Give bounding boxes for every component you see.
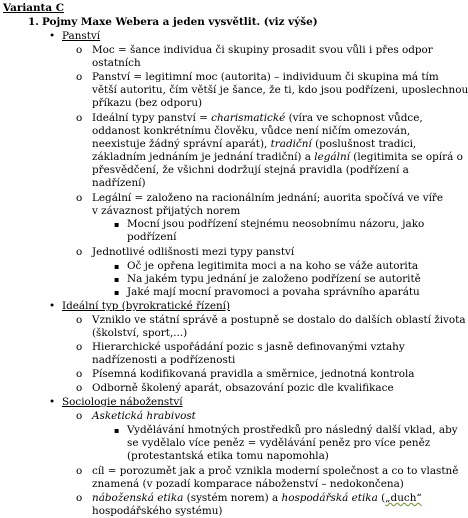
- types-line-5: přesvědčení, že všichni dodržují stejná pravidla (podřízení a: [92, 164, 409, 176]
- legal-sub-line-1: Mocní jsou podřízení stejnému neosobnímu názoru, jako: [127, 218, 425, 230]
- term-traditional: tradiční: [270, 138, 312, 150]
- ideal-item-3: Písemná kodifikovaná pravidla a směrnice, jednotná kontrola: [92, 368, 415, 380]
- document-title: Varianta C: [3, 2, 64, 14]
- bullet-l3: ▪: [114, 262, 120, 271]
- etika-line-2: hospodářského systému): [92, 505, 223, 517]
- diff-sub-3: Jaké mají mocní pravomoci a povaha správního aparátu: [127, 286, 420, 298]
- question-text: Pojmy Maxe Webera a jeden vysvětlit. (viz výše): [42, 16, 318, 28]
- bullet-l2: o: [76, 44, 83, 56]
- askeza-sub-line-2: se vydělalo více peněz = vydělávání peněz pro více peněz: [127, 437, 431, 449]
- moc-line-2: ostatních: [92, 57, 141, 69]
- section-panstvi: Panství: [62, 30, 101, 42]
- bullet-l2: o: [76, 382, 83, 394]
- bullet-l1: •: [49, 30, 56, 42]
- types-line-3: neexistuje žádný správní aparát), tradiční (poslušnost tradici,: [92, 138, 417, 150]
- bullet-l2: o: [76, 368, 83, 380]
- bullet-l2: o: [76, 246, 83, 258]
- types-line-1: Ideální typy panství = charismatické (víra ve schopnost vůdce,: [92, 112, 423, 124]
- question-number: 1.: [28, 16, 39, 28]
- bullet-l3: ▪: [114, 288, 120, 297]
- askeza-sub-line-1: Vydělávání hmotných prostředků pro následný další vklad, aby: [127, 424, 458, 436]
- etika-line-1: náboženská etika (systém norem) a hospodářská etika („duch“: [92, 492, 422, 504]
- bullet-l2: o: [76, 492, 83, 504]
- bullet-l3: ▪: [114, 220, 120, 229]
- panstvi-line-1: Panství = legitimní moc (autorita) – individuum či skupina má tím: [92, 71, 439, 83]
- bullet-l3: ▪: [114, 426, 120, 435]
- ideal-item-2-line-2: nadřízenosti a podřízenosti: [92, 354, 236, 366]
- cil-line-1: cíl = porozumět jak a proč vznikla moderní společnost a co to vlastně: [92, 465, 459, 477]
- legal-line-2: v závaznost přijatých norem: [92, 205, 241, 217]
- types-line-4: základním jednáním je jednání tradiční) a legální (legitimita se opírá o: [92, 151, 463, 163]
- bullet-l3: ▪: [114, 275, 120, 284]
- bullet-l1: •: [49, 300, 56, 312]
- types-line-2: oddanost konkrétnímu člověku, vůdce není ničím omezován,: [92, 125, 411, 137]
- spellcheck-underline: „duch“: [385, 492, 422, 504]
- bullet-l2: o: [76, 112, 83, 124]
- askeza-sub-line-3: (protestantská etika tomu napomohla): [127, 450, 329, 462]
- panstvi-line-2: větší autoritu, čím větší je šance, že ti, kdo jsou podřízeni, uposlechnou: [92, 84, 468, 96]
- moc-line-1: Moc = šance individua či skupiny prosadit svou vůli i přes odpor: [92, 44, 433, 56]
- bullet-l2: o: [76, 410, 83, 422]
- panstvi-line-3: příkazu (bez odporu): [92, 97, 203, 109]
- legal-sub-line-2: podřízení: [127, 231, 177, 243]
- ideal-item-1-line-2: (školství, sport,...): [92, 327, 188, 339]
- diff-item: Jednotlivé odlišnosti mezi typy panství: [92, 246, 295, 258]
- ideal-item-1-line-1: Vzniklo ve státní správě a postupně se dostalo do dalších oblastí života: [92, 314, 466, 326]
- bullet-l1: •: [49, 396, 56, 408]
- types-line-6: nadřízení): [92, 177, 146, 189]
- section-religion: Sociologie náboženství: [62, 396, 183, 408]
- ideal-item-2-line-1: Hierarchické uspořádání pozic s jasně definovanými vztahy: [92, 341, 405, 353]
- bullet-l2: o: [76, 71, 83, 83]
- diff-sub-1: Oč je opřena legitimita moci a na koho se váže autorita: [127, 260, 419, 272]
- ideal-item-4: Odborně školený aparát, obsazování pozic dle kvalifikace: [92, 382, 394, 394]
- bullet-l2: o: [76, 314, 83, 326]
- section-ideal-type: Ideální typ (byrokratické řízení): [62, 300, 231, 312]
- term-charismatic: charismatické: [211, 112, 286, 124]
- term-legal: legální: [314, 151, 350, 163]
- legal-line-1: Legální = založeno na racionálním jednání; auorita spočívá ve víře: [92, 192, 444, 204]
- askeza-item: Asketická hrabivost: [92, 410, 196, 422]
- bullet-l2: o: [76, 192, 83, 204]
- bullet-l2: o: [76, 341, 83, 353]
- bullet-l2: o: [76, 465, 83, 477]
- diff-sub-2: Na jakém typu jednání je založeno podřízení se autoritě: [127, 273, 421, 285]
- cil-line-2: znamená (v pozadí komparace náboženství – nedokončena): [92, 478, 404, 490]
